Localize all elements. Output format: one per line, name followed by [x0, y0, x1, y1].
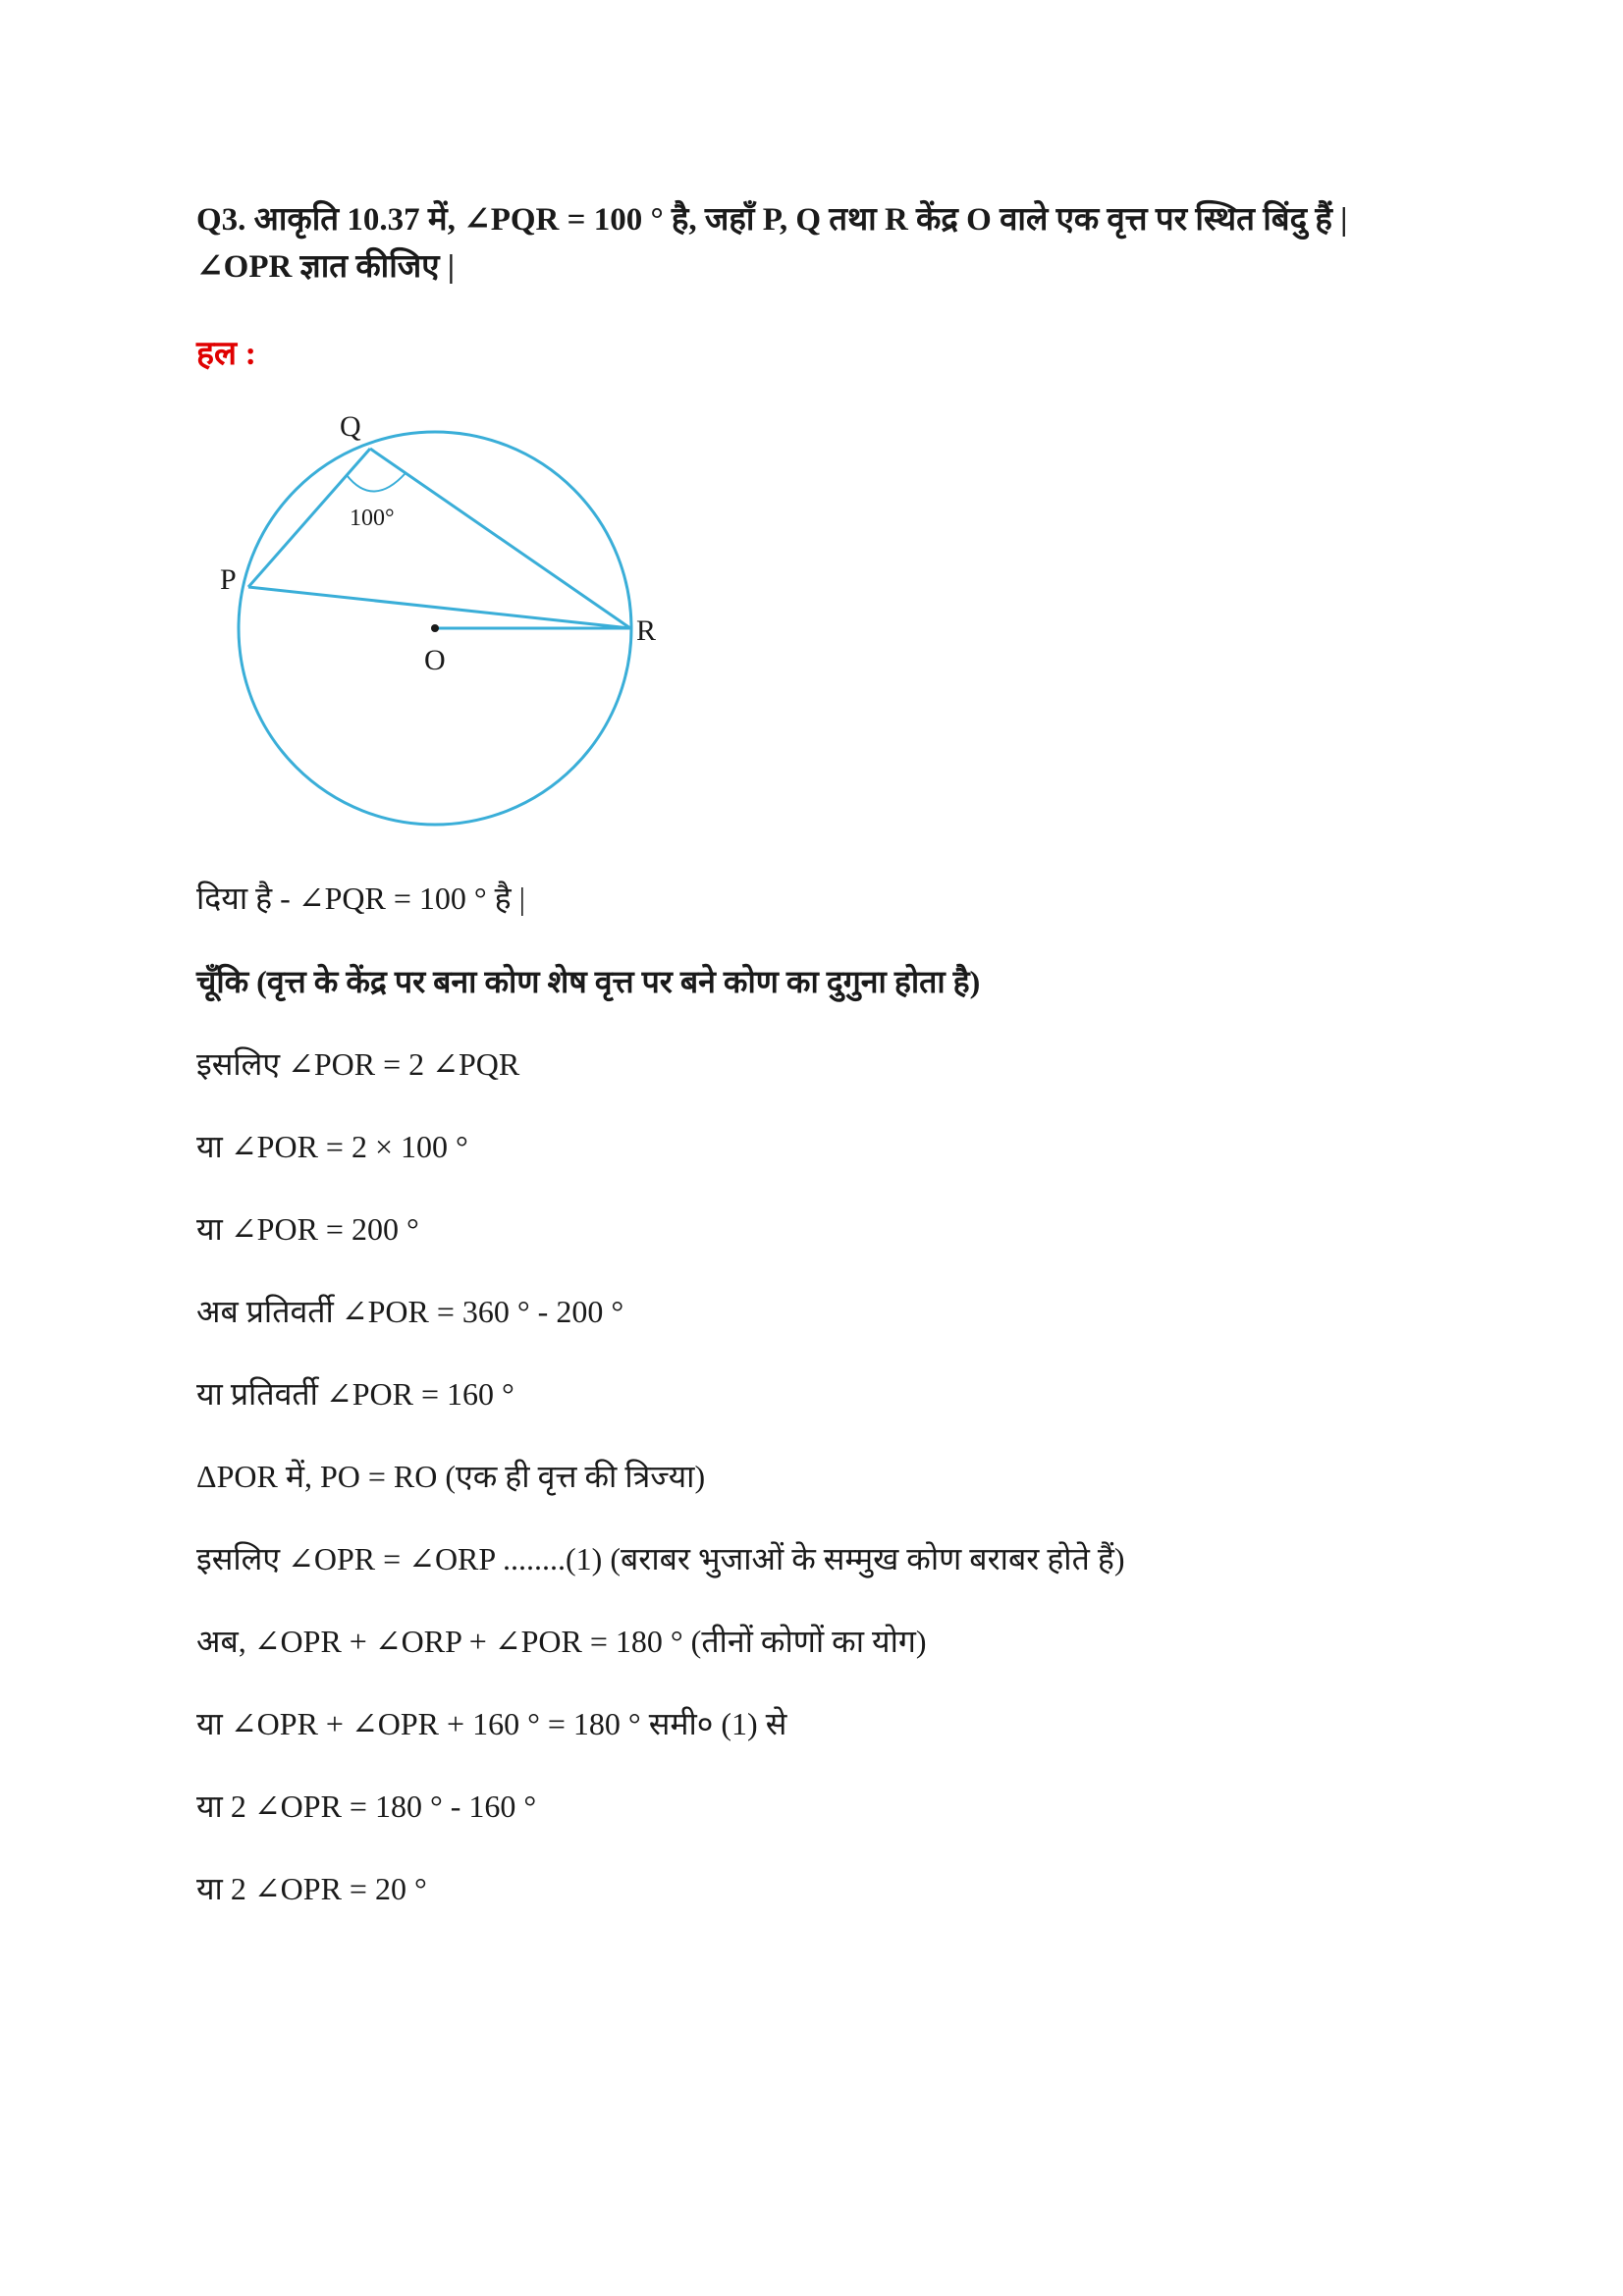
chord-qr	[370, 449, 630, 628]
step-line: या प्रतिवर्ती ∠POR = 160 °	[196, 1376, 514, 1412]
step-line: अब प्रतिवर्ती ∠POR = 360 ° - 200 °	[196, 1294, 624, 1329]
step-line: या ∠POR = 200 °	[196, 1211, 419, 1247]
step-line: या ∠POR = 2 × 100 °	[196, 1129, 468, 1164]
step-line: इसलिए ∠OPR = ∠ORP ........(1) (बराबर भुजाओं के सम्मुख कोण बराबर होते हैं)	[196, 1541, 1125, 1576]
solution-label: हल :	[196, 336, 256, 372]
step-line: या 2 ∠OPR = 180 ° - 160 °	[196, 1789, 537, 1824]
question-text: Q3. आकृति 10.37 में, ∠PQR = 100 ° है, जहाँ P, Q तथा R केंद्र O वाले एक वृत्त पर स्थित बिंदु हैं | ∠OPR ज्ञात कीजिए |	[196, 202, 1348, 285]
step-line: इसलिए ∠POR = 2 ∠PQR	[196, 1046, 520, 1082]
angle-arc-q	[347, 473, 406, 492]
label-o: O	[424, 644, 446, 676]
step-line: अब, ∠OPR + ∠ORP + ∠POR = 180 ° (तीनों कोणों का योग)	[196, 1624, 927, 1659]
angle-label: 100°	[350, 506, 395, 531]
theorem-line: चूँकि (वृत्त के केंद्र पर बना कोण शेष वृत्त पर बने कोण का दुगुना होता है)	[196, 964, 981, 999]
step-line: या 2 ∠OPR = 20 °	[196, 1871, 427, 1906]
label-r: R	[636, 614, 657, 647]
label-p: P	[220, 563, 237, 596]
given-line: दिया है - ∠PQR = 100 ° है |	[196, 881, 526, 916]
chord-pr	[248, 587, 630, 628]
center-point	[431, 624, 439, 632]
circle-figure	[206, 393, 717, 844]
step-line: ΔPOR में, PO = RO (एक ही वृत्त की त्रिज्या)	[196, 1459, 706, 1494]
label-q: Q	[340, 410, 361, 443]
step-line: या ∠OPR + ∠OPR + 160 ° = 180 ° समी० (1) से	[196, 1706, 787, 1741]
